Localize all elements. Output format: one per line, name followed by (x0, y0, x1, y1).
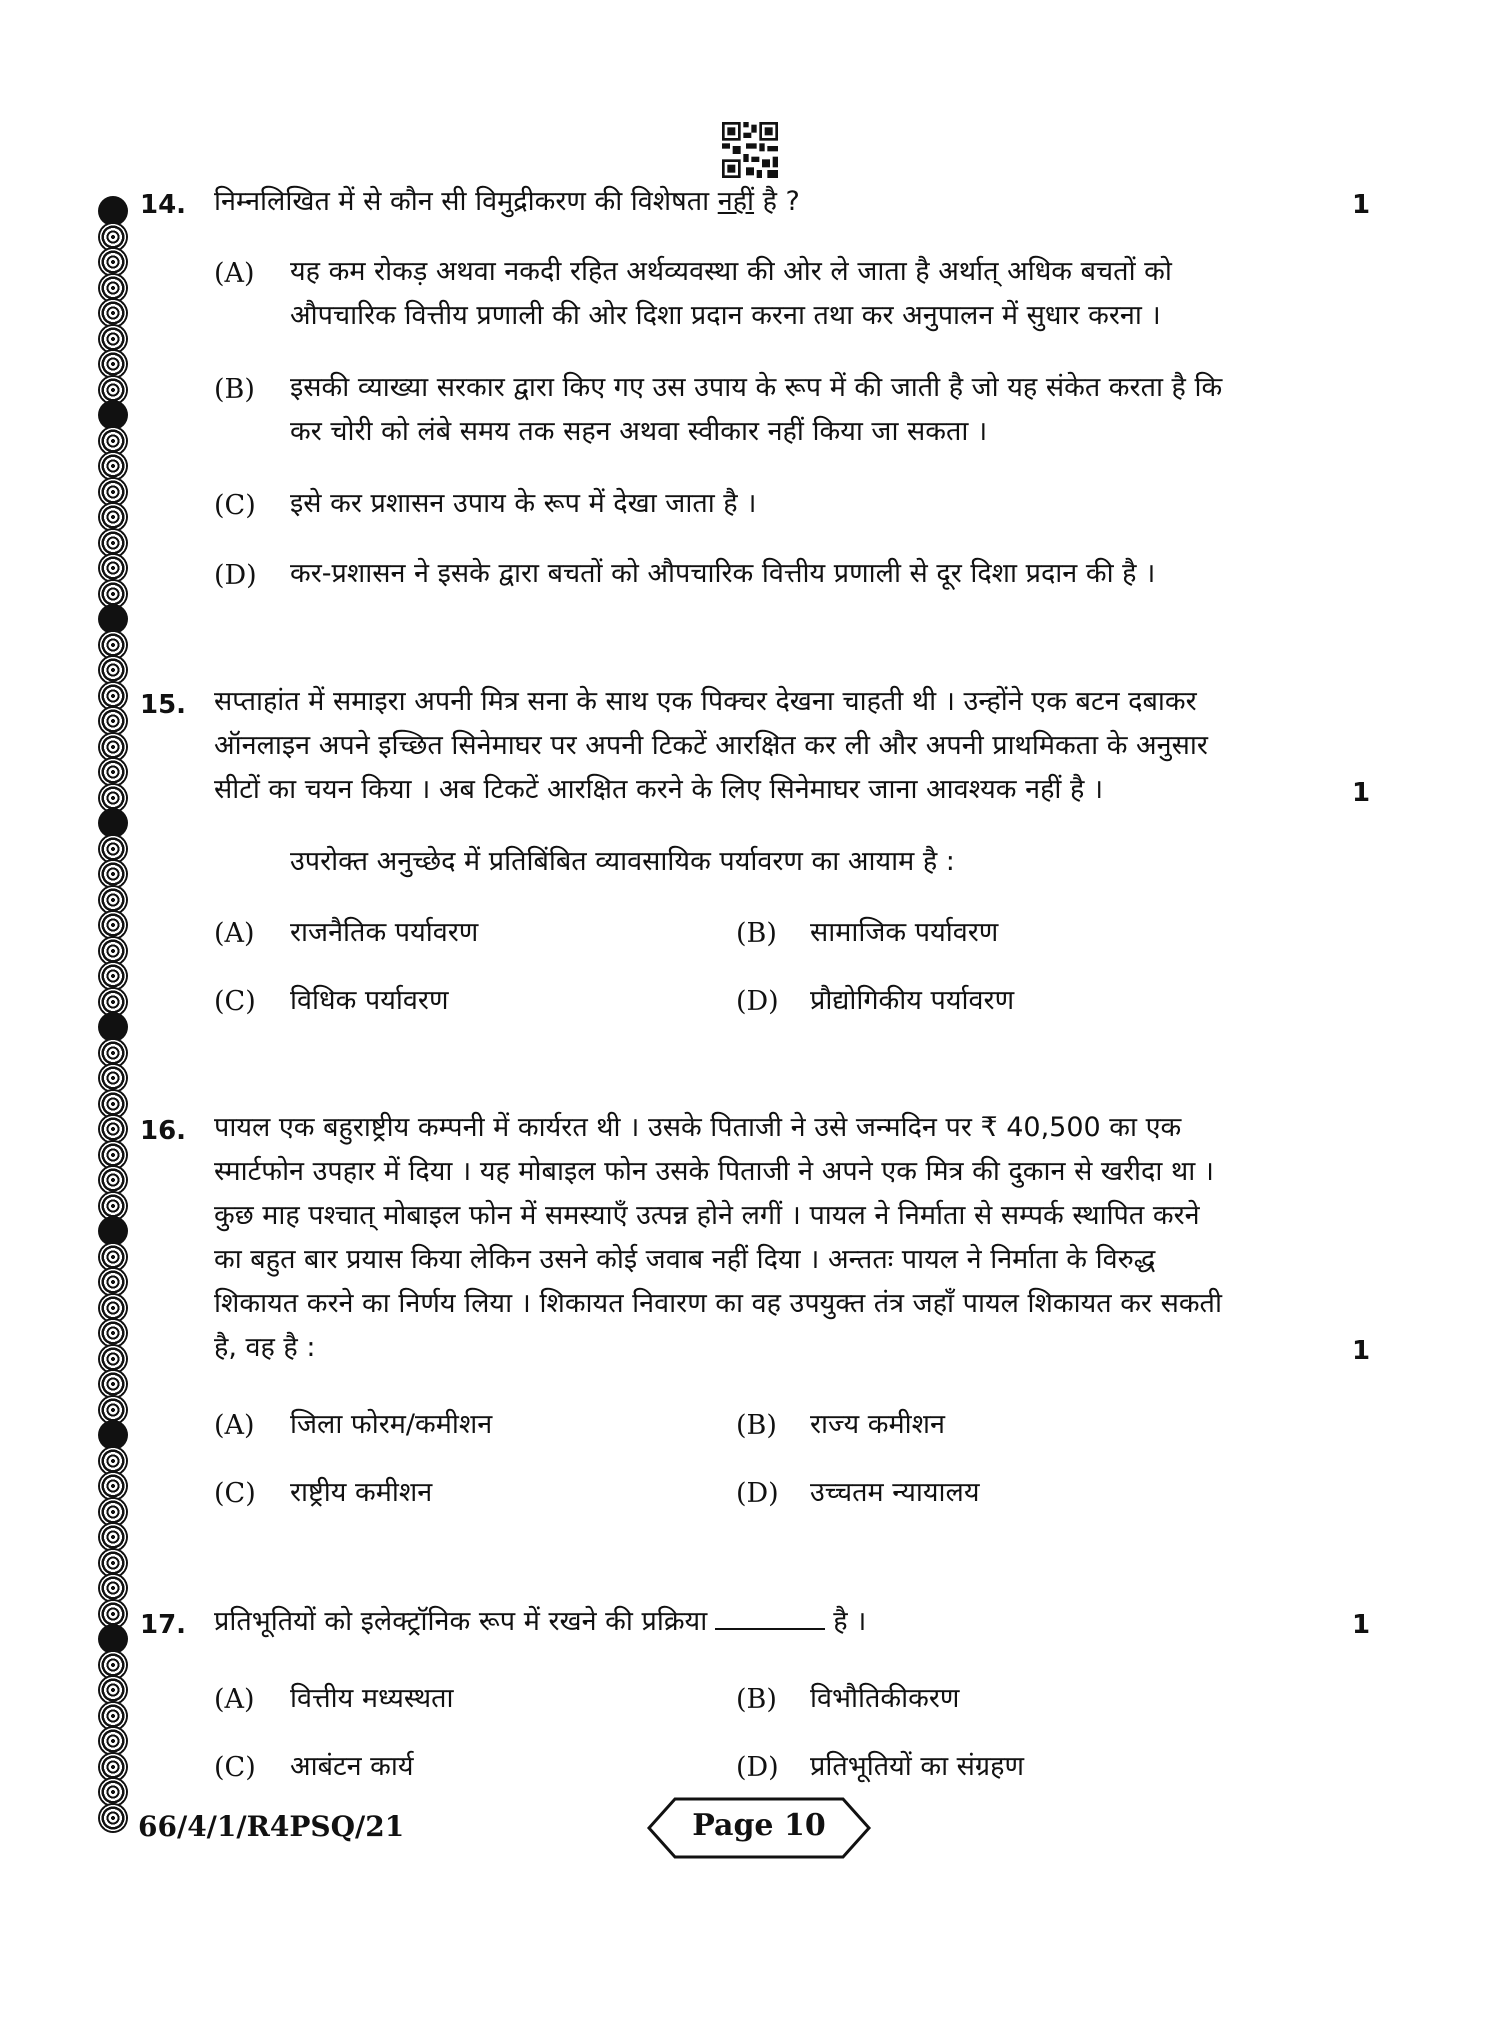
question-15-option-d-text: प्रौद्योगिकीय पर्यावरण (810, 985, 1015, 1016)
question-16-line-4: का बहुत बार प्रयास किया लेकिन उसने कोई जवाब नहीं दिया । अन्ततः पायल ने निर्माता के विरुद्ध (214, 1244, 1156, 1275)
question-15-prompt: उपरोक्त अनुच्छेद में प्रतिबिंबित व्यावसायिक पर्यावरण का आयाम है : (290, 846, 955, 877)
question-16-option-d-label: (D) (736, 1478, 779, 1509)
qr-code (720, 122, 780, 178)
question-15-option-a-label: (A) (214, 918, 255, 949)
question-14-option-a-line-2: औपचारिक वित्तीय प्रणाली की ओर दिशा प्रदान करना तथा कर अनुपालन में सुधार करना । (290, 300, 1161, 331)
question-16-option-b-text: राज्य कमीशन (810, 1409, 945, 1440)
question-17-text (214, 1600, 866, 1644)
question-17-option-b-label: (B) (736, 1684, 777, 1715)
question-15-option-c-text: विधिक पर्यावरण (290, 985, 449, 1016)
question-16-number: 16. (140, 1116, 187, 1146)
question-16-line-3: कुछ माह पश्चात् मोबाइल फोन में समस्याएँ उत्पन्न होने लगीं । पायल ने निर्माता से सम्पर्क स्थापित करने (214, 1200, 1200, 1231)
question-16-line-2: स्मार्टफोन उपहार में दिया । यह मोबाइल फोन उसके पिताजी ने अपने एक मित्र की दुकान से खरीदा था । (214, 1156, 1215, 1187)
question-16-line-6: है, वह है : (214, 1332, 316, 1363)
question-15-marks: 1 (1352, 778, 1371, 808)
question-15-number: 15. (140, 690, 187, 720)
question-14-option-c-text: इसे कर प्रशासन उपाय के रूप में देखा जाता है । (290, 488, 757, 519)
question-17-option-a-text: वित्तीय मध्यस्थता (290, 1683, 454, 1714)
question-17-option-b-text: विभौतिकीकरण (810, 1683, 960, 1714)
question-14-text-end: है ? (754, 186, 800, 217)
question-16-option-d-text: उच्चतम न्यायालय (810, 1477, 980, 1508)
question-17-text-end: है । (833, 1606, 867, 1637)
question-16-option-a-text: जिला फोरम/कमीशन (290, 1409, 493, 1440)
question-14-option-d-text: कर-प्रशासन ने इसके द्वारा बचतों को औपचारिक वित्तीय प्रणाली से दूर दिशा प्रदान की है । (290, 558, 1156, 589)
question-17-option-d-text: प्रतिभूतियों का संग्रहण (810, 1751, 1024, 1782)
question-15-option-b-label: (B) (736, 918, 777, 949)
question-17-option-c-label: (C) (214, 1752, 256, 1783)
question-15-option-a-text: राजनैतिक पर्यावरण (290, 917, 479, 948)
question-17-number: 17. (140, 1610, 187, 1640)
question-16-line-1: पायल एक बहुराष्ट्रीय कम्पनी में कार्यरत थी । उसके पिताजी ने उसे जन्मदिन पर ₹ 40,500 का एक (214, 1112, 1182, 1143)
question-15-line-2: ऑनलाइन अपने इच्छित सिनेमाघर पर अपनी टिकटें आरक्षित कर ली और अपनी प्राथमिकता के अनुसार (214, 730, 1208, 761)
question-15-option-b-text: सामाजिक पर्यावरण (810, 917, 999, 948)
question-14-text-start: निम्नलिखित में से कौन सी विमुद्रीकरण की विशेषता (214, 186, 718, 217)
question-15-line-3: सीटों का चयन किया । अब टिकटें आरक्षित करने के लिए सिनेमाघर जाना आवश्यक नहीं है । (214, 774, 1104, 805)
question-14-option-b-line-2: कर चोरी को लंबे समय तक सहन अथवा स्वीकार नहीं किया जा सकता । (290, 416, 988, 447)
question-14-emphasis: नहीं (717, 186, 755, 217)
question-17-option-d-label: (D) (736, 1752, 779, 1783)
question-17-option-a-label: (A) (214, 1684, 255, 1715)
page-number: Page 10 (692, 1808, 826, 1843)
question-16-option-a-label: (A) (214, 1410, 255, 1441)
question-14-number: 14. (140, 190, 187, 220)
question-14-option-d-label: (D) (214, 560, 257, 591)
question-15-option-c-label: (C) (214, 986, 256, 1017)
question-17-option-c-text: आबंटन कार्य (290, 1751, 414, 1782)
question-14-option-a-line-1: यह कम रोकड़ अथवा नकदी रहित अर्थव्यवस्था की ओर ले जाता है अर्थात् अधिक बचतों को (290, 256, 1172, 287)
question-14-option-c-label: (C) (214, 490, 256, 521)
question-16-option-b-label: (B) (736, 1410, 777, 1441)
question-17-marks: 1 (1352, 1610, 1371, 1640)
question-16-marks: 1 (1352, 1336, 1371, 1366)
ring-icon (98, 1803, 128, 1833)
question-17-text-start: प्रतिभूतियों को इलेक्ट्रॉनिक रूप में रखने की प्रक्रिया (214, 1606, 708, 1637)
paper-code: 66/4/1/R4PSQ/21 (138, 1810, 405, 1843)
question-14-option-b-label: (B) (214, 374, 255, 405)
question-14-text (214, 180, 800, 224)
question-14-marks: 1 (1352, 190, 1371, 220)
question-16-option-c-text: राष्ट्रीय कमीशन (290, 1477, 433, 1508)
question-14-option-a-label: (A) (214, 258, 255, 289)
question-16-line-5: शिकायत करने का निर्णय लिया । शिकायत निवारण का वह उपयुक्त तंत्र जहाँ पायल शिकायत कर सकती (214, 1288, 1222, 1319)
question-17-blank (715, 1628, 825, 1630)
question-14-option-b-line-1: इसकी व्याख्या सरकार द्वारा किए गए उस उपाय के रूप में की जाती है जो यह संकेत करता है कि (290, 372, 1223, 403)
question-15-option-d-label: (D) (736, 986, 779, 1017)
question-15-line-1: सप्ताहांत में समाइरा अपनी मित्र सना के साथ एक पिक्चर देखना चाहती थी । उन्होंने एक बटन दबाकर (214, 686, 1197, 717)
question-16-option-c-label: (C) (214, 1478, 256, 1509)
